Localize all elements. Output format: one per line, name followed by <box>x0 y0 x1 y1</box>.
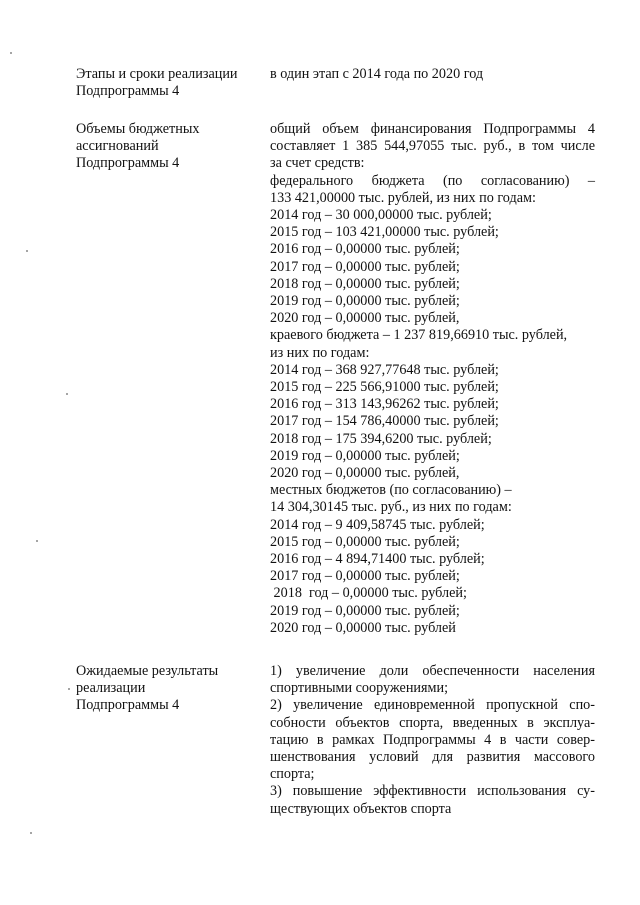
scan-speck <box>10 52 12 54</box>
value-line: 2020 год – 0,00000 тыс. рублей <box>270 619 456 636</box>
value-line: 2017 год – 0,00000 тыс. рублей; <box>270 568 460 585</box>
value-line: 2015 год – 0,00000 тыс. рублей; <box>270 533 460 550</box>
scan-speck <box>30 832 32 834</box>
value-line: местных бюджетов (по согласованию) – <box>270 482 512 499</box>
scan-speck <box>36 540 38 542</box>
value-line: 2019 год – 0,00000 тыс. рублей; <box>270 447 460 464</box>
value-line: за счет средств: <box>270 155 365 172</box>
value-line: спорта; <box>270 766 315 783</box>
value-line: 2018 год – 0,00000 тыс. рублей; <box>270 275 460 292</box>
budget-label <box>76 121 258 173</box>
value-line: 2014 год – 30 000,00000 тыс. рублей; <box>270 207 492 224</box>
value-line: шенствования условий для развития массового <box>270 749 595 766</box>
value-line: собности объектов спорта, введенных в эксплуа- <box>270 714 595 731</box>
stages-label <box>76 66 258 100</box>
value-line: 1) увеличение доли обеспеченности населения <box>270 663 595 679</box>
scan-speck <box>26 250 28 252</box>
value-line: федерального бюджета (по согласованию) – <box>270 172 595 189</box>
value-line: 14 304,30145 тыс. руб., из них по годам: <box>270 499 512 516</box>
results-value <box>270 663 595 818</box>
label-line: Объемы бюджетных <box>76 121 200 137</box>
value-line: 2019 год – 0,00000 тыс. рублей; <box>270 602 460 619</box>
value-line: 2015 год – 103 421,00000 тыс. рублей; <box>270 224 499 241</box>
stages-value <box>270 66 595 83</box>
scan-speck <box>66 393 68 395</box>
value-line: ществующих объектов спорта <box>270 800 452 817</box>
label-line: Этапы и сроки реализации <box>76 66 238 82</box>
label-line: Ожидаемые результаты <box>76 663 219 679</box>
value-line: 2) увеличение единовременной пропускной спо- <box>270 697 595 714</box>
value-line: спортивными сооружениями; <box>270 680 449 697</box>
label-line: ассигнований <box>76 138 159 155</box>
label-line: Подпрограммы 4 <box>76 83 180 100</box>
value-line: 2018 год – 0,00000 тыс. рублей; <box>270 585 467 602</box>
label-line: Подпрограммы 4 <box>76 155 180 172</box>
value-line: 2017 год – 154 786,40000 тыс. рублей; <box>270 413 499 430</box>
scan-speck <box>68 688 70 690</box>
value-line: из них по годам: <box>270 344 370 361</box>
value-line: 2016 год – 313 143,96262 тыс. рублей; <box>270 396 499 413</box>
budget-value <box>270 121 595 637</box>
value-line: 2016 год – 4 894,71400 тыс. рублей; <box>270 551 485 568</box>
value-line: 2014 год – 368 927,77648 тыс. рублей; <box>270 361 499 378</box>
value-line: 2020 год – 0,00000 тыс. рублей, <box>270 310 460 327</box>
value-line: 2020 год – 0,00000 тыс. рублей, <box>270 465 460 482</box>
value-line: 2015 год – 225 566,91000 тыс. рублей; <box>270 379 499 396</box>
value-line: в один этап с 2014 года по 2020 год <box>270 66 484 82</box>
value-line: 2017 год – 0,00000 тыс. рублей; <box>270 258 460 275</box>
value-line: 2016 год – 0,00000 тыс. рублей; <box>270 241 460 258</box>
value-line: составляет 1 385 544,97055 тыс. руб., в том числе <box>270 138 595 155</box>
label-line: Подпрограммы 4 <box>76 697 180 714</box>
value-line: 2014 год – 9 409,58745 тыс. рублей; <box>270 516 485 533</box>
value-line: 133 421,00000 тыс. рублей, из них по годам: <box>270 189 536 206</box>
value-line: тацию в рамках Подпрограммы 4 в части совер- <box>270 731 595 748</box>
results-label <box>76 663 258 715</box>
value-line: 2019 год – 0,00000 тыс. рублей; <box>270 293 460 310</box>
label-line: реализации <box>76 680 146 697</box>
value-line: общий объем финансирования Подпрограммы 4 <box>270 121 595 137</box>
value-line: 2018 год – 175 394,6200 тыс. рублей; <box>270 430 492 447</box>
value-line: 3) повышение эффективности использования су- <box>270 783 595 800</box>
value-line: краевого бюджета – 1 237 819,66910 тыс. рублей, <box>270 327 568 344</box>
